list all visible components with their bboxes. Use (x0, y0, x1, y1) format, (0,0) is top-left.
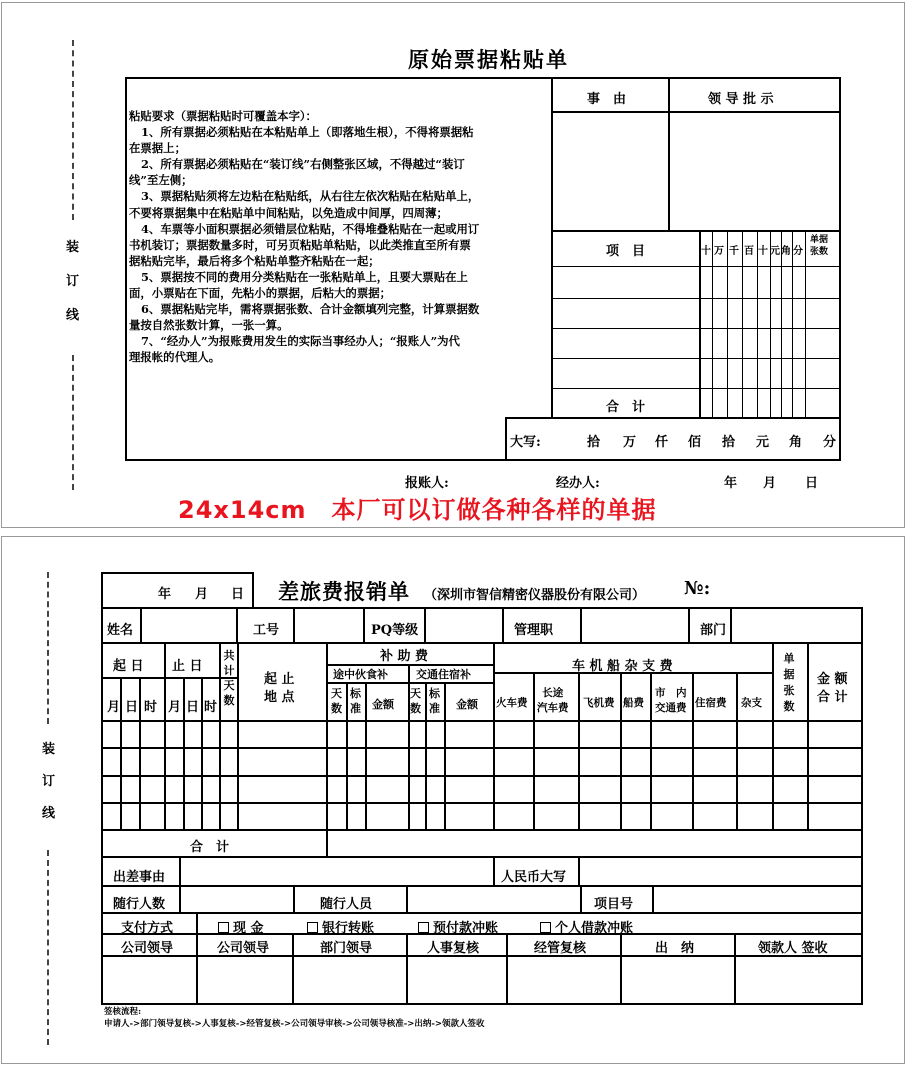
grid-line (365, 682, 367, 830)
grid-line (236, 607, 238, 643)
grid-line (293, 885, 295, 913)
checkbox-icon (218, 922, 229, 933)
grid-line (101, 912, 863, 914)
total-days-label: 共计天数 (223, 649, 235, 707)
capital-unit: 万 (623, 435, 637, 450)
travel-table-frame (101, 607, 863, 1005)
payment-option-label: 预付款冲账 (433, 921, 499, 936)
digit-header: 十 (701, 246, 711, 257)
date-col-header: 日 (186, 700, 200, 715)
department-label: 部门 (700, 623, 727, 638)
approval-flow (104, 1006, 485, 1030)
subsidy-label: 补 助 费 (380, 649, 429, 664)
digit-header: 百 (744, 246, 754, 257)
transport-col-header: 市 内 交通费 (655, 687, 687, 714)
grid-line (551, 266, 841, 267)
date-day: 日 (805, 476, 819, 491)
checkbox-icon (418, 922, 429, 933)
transport-col-header: 船费 (623, 697, 644, 709)
approval-flow-text: 申请人->部门领导复核->人事复核->经管复核->公司领导审核->公司领导核准->出纳->领款人签收 (104, 1019, 485, 1029)
grid-line (139, 677, 141, 830)
grid-line (424, 607, 426, 643)
instruction-line: 线”至左侧； (129, 173, 193, 188)
grid-line (781, 231, 782, 418)
signature-label: 公司领导 (121, 941, 174, 956)
grid-line (179, 885, 181, 913)
grid-line (692, 672, 694, 830)
amount-total-label-1: 金 额 (817, 672, 848, 687)
signature-label: 领款人 签收 (758, 941, 828, 956)
instruction-line: 不要将票据集中在粘贴单中间粘贴，以免造成中间厚，四周薄； (129, 205, 448, 220)
grid-line (326, 642, 328, 856)
grid-line (363, 607, 365, 643)
grid-line (736, 672, 738, 830)
mgmt-position-label: 管理职 (514, 623, 554, 638)
pq-level-label: PQ等级 (371, 623, 419, 638)
grid-line (140, 607, 142, 643)
reporter-label: 报账人: (405, 476, 449, 491)
receipt-sheet-title: 原始票据粘贴单 (408, 47, 569, 72)
transport-col-header: 住宿费 (695, 697, 727, 709)
checkbox-icon (307, 922, 318, 933)
digit-header: 元 (770, 246, 780, 257)
grid-line (179, 856, 181, 886)
grid-line (502, 607, 504, 643)
grid-line (650, 672, 652, 830)
instruction-line: 在票据上； (129, 141, 186, 156)
stop-day-label: 止 日 (172, 659, 203, 674)
signature-label: 公司领导 (217, 941, 270, 956)
capital-unit: 拾 (722, 435, 736, 450)
grid-line (292, 933, 294, 1005)
capital-label: 大写: (510, 435, 541, 450)
grid-line (792, 231, 793, 418)
divider (505, 417, 841, 419)
transport-group-label: 车 机 船 杂 支 费 (572, 659, 673, 674)
date-col-header: 时 (204, 700, 218, 715)
grid-line (551, 388, 841, 389)
job-number-label: 工号 (253, 623, 280, 638)
companions-count-label: 随行人数 (113, 897, 166, 912)
capital-unit: 佰 (688, 435, 702, 450)
grid-line (406, 933, 408, 1005)
handler-label: 经办人: (556, 476, 600, 491)
grid-line (101, 720, 863, 722)
form-date-year: 年 (158, 587, 172, 602)
rmb-capital-label: 人民币大写 (501, 870, 567, 885)
meal-standard-header: 标 准 (350, 687, 361, 715)
meal-subsidy-label: 途中伙食补 (333, 668, 388, 681)
capital-unit: 分 (823, 435, 837, 450)
instruction-line: 4、车票等小面积票据必须错层位粘贴，不得堆叠粘贴在一起或用订 (141, 221, 480, 236)
grid-line (183, 677, 185, 830)
signature-label: 人事复核 (427, 941, 480, 956)
instruction-line: 据粘贴完毕，最后将多个粘贴单整齐粘贴在一起； (129, 253, 380, 268)
payment-method-label: 支付方式 (121, 921, 174, 936)
binding-line-char: 装 (66, 240, 80, 255)
grid-line (346, 682, 348, 830)
paste-instructions (129, 108, 549, 366)
digit-header: 万 (714, 246, 724, 257)
grid-line (101, 955, 863, 957)
instruction-line: 理报帐的代理人。 (129, 350, 221, 365)
approval-flow-heading: 签核流程: (104, 1007, 142, 1017)
payment-option-label: 银行转账 (322, 921, 375, 936)
grid-line (425, 682, 427, 830)
reason-label: 事 由 (587, 92, 627, 107)
grid-line (580, 885, 582, 913)
project-number-label: 项目号 (594, 897, 634, 912)
instruction-line: 量按自然张数计算，一张一算。 (129, 318, 289, 333)
grid-line (326, 829, 328, 857)
bottom-total-label: 合 计 (190, 840, 230, 855)
ticket-count-label: 单据张数 (783, 652, 795, 713)
payment-option (540, 917, 633, 936)
date-col-header: 月 (168, 700, 182, 715)
date-col-header: 时 (144, 700, 158, 715)
binding-line-char: 线 (42, 806, 56, 821)
grid-line (506, 933, 508, 1005)
payment-option (418, 917, 498, 936)
instructions-heading: 粘贴要求（票据粘贴时可覆盖本字）： (129, 109, 317, 123)
instructions-lines (129, 124, 549, 365)
grid-line (120, 677, 122, 830)
binding-line-top-lower (72, 355, 74, 490)
form-date-day: 日 (231, 587, 245, 602)
form-date-month: 月 (195, 587, 209, 602)
travel-form-title: 差旅费报销单 (278, 579, 410, 604)
binding-line-bottom-lower (47, 850, 49, 1045)
item-label: 项 目 (606, 244, 646, 259)
digit-header: 十 (758, 246, 768, 257)
capital-unit: 拾 (587, 435, 601, 450)
capital-unit: 仟 (655, 435, 669, 450)
grid-line (101, 747, 863, 749)
date-month: 月 (763, 476, 777, 491)
transport-subsidy-label: 交通住宿补 (416, 668, 471, 681)
approval-label: 领 导 批 示 (708, 92, 774, 107)
grid-line (533, 672, 535, 830)
grid-line (620, 672, 622, 830)
signature-label: 经管复核 (534, 941, 587, 956)
grid-line (757, 231, 758, 418)
divider (505, 417, 507, 461)
binding-line-char: 订 (66, 274, 80, 289)
grid-line (730, 607, 732, 643)
digit-header: 千 (729, 246, 739, 257)
grid-line (620, 933, 622, 1005)
grid-line (101, 775, 863, 777)
transport-col-header: 飞机费 (583, 697, 615, 709)
transport-days-header: 天 数 (410, 687, 421, 715)
trip-reason-label: 出差事由 (113, 870, 166, 885)
grid-line (551, 328, 841, 329)
name-label: 姓名 (107, 623, 134, 638)
transport-col-header: 长途 汽车费 (537, 687, 569, 714)
capital-unit: 元 (756, 435, 770, 450)
binding-line-char: 装 (42, 742, 56, 757)
payment-option-label: 个人借款冲账 (555, 921, 634, 936)
grid-line (734, 933, 736, 1005)
digit-header: 角 (781, 246, 791, 257)
binding-line-bottom-upper (47, 572, 49, 724)
transport-amount-header: 金额 (456, 698, 478, 711)
grid-line (805, 231, 806, 418)
grid-line (493, 856, 495, 886)
transport-col-header: 火车费 (496, 697, 528, 709)
grid-line (712, 231, 713, 418)
grid-line (551, 358, 841, 359)
grid-line (742, 231, 743, 418)
payment-option (218, 917, 264, 936)
instruction-line: 7、“经办人”为报账费用发生的实际当事经办人；“报账人”为代 (141, 334, 460, 349)
instruction-line: 3、票据粘贴须将左边粘在粘贴纸，从右往左依次粘贴在粘贴单上， (141, 189, 480, 204)
ticket-count-header: 单据 张数 (810, 235, 829, 257)
checkbox-icon (540, 922, 551, 933)
divider (668, 77, 670, 232)
transport-col-header: 杂支 (741, 697, 762, 709)
instruction-line: 1、所有票据必须粘贴在本粘贴单上（即落地生根），不得将票据粘 (141, 125, 474, 140)
start-day-label: 起 日 (113, 659, 144, 674)
payment-option (307, 917, 374, 936)
date-col-header: 日 (125, 700, 139, 715)
amount-total-label-2: 合 计 (817, 690, 848, 705)
company-name: （深圳市智信精密仪器股份有限公司） (424, 588, 646, 603)
grid-line (101, 802, 863, 804)
date-col-header: 月 (107, 700, 121, 715)
grid-line (770, 231, 771, 418)
transport-standard-header: 标 准 (429, 687, 440, 715)
payment-option-label: 现 金 (233, 921, 264, 936)
grid-line (688, 607, 690, 643)
grid-line (578, 672, 580, 830)
meal-amount-header: 金额 (372, 698, 394, 711)
grid-line (101, 642, 863, 644)
grid-line (326, 682, 493, 684)
grid-line (201, 677, 203, 830)
instruction-line: 书机装订；票据数量多时，可另页粘贴单粘贴，以此类推直至所有票 (129, 237, 471, 252)
grid-line (101, 829, 863, 831)
ad-banner: 24x14cm 本厂可以订做各种各样的单据 (178, 496, 657, 524)
meal-days-header: 天 数 (331, 687, 342, 715)
grid-line (196, 912, 198, 934)
instruction-line: 5、票据按不同的费用分类粘贴在一张粘贴单上，且要大票贴在上 (141, 269, 468, 284)
signature-label: 部门领导 (320, 941, 373, 956)
instruction-line: 6、票据粘贴完毕，需将票据张数、合计金额填列完整，计算票据数 (141, 302, 480, 317)
origin-dest-label-2: 地 点 (264, 690, 295, 705)
grid-line (196, 933, 198, 1005)
instruction-line: 面，小票贴在下面，先粘小的票据，后粘大的票据； (129, 286, 391, 301)
digit-header: 分 (793, 246, 803, 257)
grid-line (699, 231, 701, 418)
grid-line (727, 231, 728, 418)
binding-line-char: 线 (66, 308, 80, 323)
binding-line-char: 订 (42, 774, 56, 789)
grid-line (551, 298, 841, 299)
grid-line (101, 885, 863, 887)
grid-line (444, 682, 446, 830)
grid-line (293, 607, 295, 643)
grid-line (652, 885, 654, 913)
signature-label: 出 纳 (655, 941, 695, 956)
capital-unit: 角 (789, 435, 803, 450)
date-year: 年 (724, 476, 738, 491)
grid-line (406, 885, 408, 913)
divider (551, 111, 841, 113)
divider (551, 77, 553, 419)
form-number-label: №: (684, 578, 711, 599)
companions-label: 随行人员 (320, 897, 373, 912)
top-total-label: 合 计 (606, 400, 646, 415)
divider (551, 230, 841, 232)
binding-line-top-upper (72, 40, 74, 220)
origin-dest-label-1: 起 止 (264, 672, 295, 687)
grid-line (580, 607, 582, 643)
grid-line (578, 856, 580, 886)
instruction-line: 2、所有票据必须粘贴在“装订线”右侧整张区域，不得越过“装订 (141, 157, 465, 172)
grid-line (101, 856, 863, 858)
